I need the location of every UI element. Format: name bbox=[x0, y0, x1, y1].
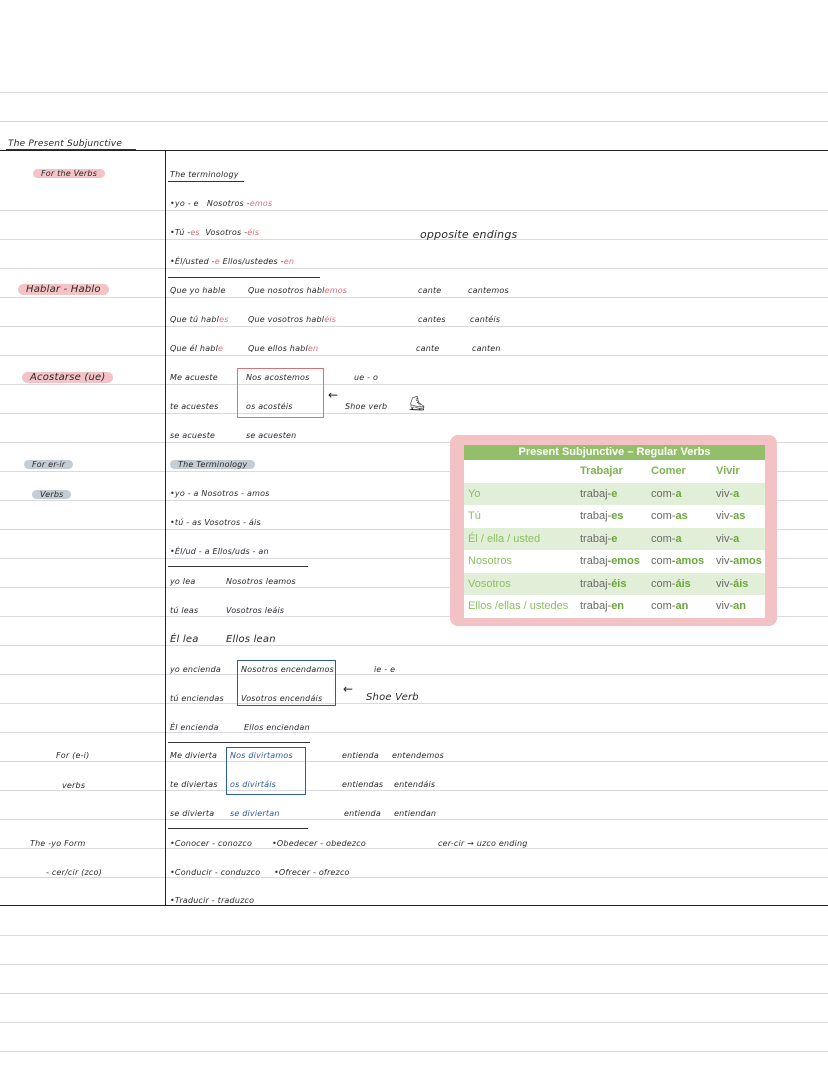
hablar-row-3c: cante bbox=[416, 344, 440, 353]
left-arrow-icon: ← bbox=[328, 388, 339, 402]
cell-comer: com-a bbox=[651, 487, 682, 500]
yo-form-row-3a: •Traducir - traduzco bbox=[170, 896, 255, 905]
cell-comer: com-amos bbox=[651, 555, 705, 567]
label-acostarse: Acostarse (ue) bbox=[22, 372, 113, 384]
label-cer-cir: - cer/cir (zco) bbox=[46, 868, 102, 877]
cell-vivir: viv-a bbox=[716, 487, 740, 500]
frame-top-line bbox=[0, 150, 828, 151]
leer-row-2a: tú leas bbox=[170, 606, 199, 615]
section-underline bbox=[168, 828, 308, 829]
ruled-line bbox=[0, 790, 828, 791]
ruled-line bbox=[0, 732, 828, 733]
ruled-line bbox=[0, 1022, 828, 1023]
hablar-row-1c: cante bbox=[418, 286, 442, 295]
cell-comer: com-an bbox=[651, 600, 689, 612]
encender-row-1c: ie - e bbox=[374, 665, 396, 674]
cell-trabajar: trabaj-e bbox=[580, 532, 618, 545]
table-header-row bbox=[464, 460, 765, 483]
page-title: The Present Subjunctive bbox=[8, 139, 123, 149]
table-row bbox=[464, 595, 765, 618]
cell-trabajar: trabaj-emos bbox=[580, 555, 640, 567]
yo-form-row-1b: •Obedecer - obedezco bbox=[272, 839, 366, 848]
divertir-row-1d: entendemos bbox=[392, 751, 444, 760]
divertir-row-2d: entendáis bbox=[394, 780, 436, 789]
divertir-row-1c: entienda bbox=[342, 751, 379, 760]
acostarse-row-2c: Shoe verb bbox=[345, 402, 388, 411]
encender-row-3a: Él encienda bbox=[170, 723, 219, 732]
cell-vivir: viv-an bbox=[716, 600, 746, 612]
cell-vivir: viv-as bbox=[716, 510, 746, 522]
divertir-row-3a: se divierta bbox=[170, 809, 215, 818]
cell-comer: com-as bbox=[651, 510, 688, 522]
ruled-line bbox=[0, 877, 828, 878]
divertir-row-2c: entiendas bbox=[342, 780, 384, 789]
label-verbs-2: verbs bbox=[62, 781, 86, 790]
ruled-line bbox=[0, 239, 828, 240]
cell-vivir: viv-a bbox=[716, 532, 740, 545]
cell-trabajar: trabaj-e bbox=[580, 487, 618, 500]
divertir-row-1a: Me divierta bbox=[170, 751, 218, 760]
table-row bbox=[464, 483, 765, 506]
table-row bbox=[464, 573, 765, 596]
ruled-line bbox=[0, 645, 828, 646]
ruled-line bbox=[0, 268, 828, 269]
present-subjunctive-table bbox=[450, 435, 777, 626]
frame-bottom-line bbox=[0, 905, 828, 906]
hablar-row-3a: Que él hable bbox=[170, 344, 224, 353]
label-for-the-verbs: For the Verbs bbox=[33, 169, 105, 179]
acostarse-row-1c: ue - o bbox=[354, 373, 379, 382]
ruled-line bbox=[0, 761, 828, 762]
cell-trabajar: trabaj-es bbox=[580, 510, 624, 522]
divertir-row-3b: se diviertan bbox=[230, 809, 280, 818]
ruled-line bbox=[0, 121, 828, 122]
acostarse-row-1a: Me acueste bbox=[170, 373, 218, 382]
ruled-line bbox=[0, 1051, 828, 1052]
leer-row-1b: Nosotros leamos bbox=[226, 577, 296, 586]
label-for-er-ir: For er-ir bbox=[24, 460, 73, 470]
encender-row-1b: Nosotros encendamos bbox=[241, 665, 334, 674]
ruled-line bbox=[0, 674, 828, 675]
leer-row-2b: Vosotros leáis bbox=[226, 606, 285, 615]
encender-row-2b: Vosotros encendáis bbox=[241, 694, 323, 703]
ruled-line bbox=[0, 993, 828, 994]
terminology-heading: The terminology bbox=[170, 170, 239, 179]
divertir-row-1b: Nos divirtamos bbox=[230, 751, 293, 760]
ruled-line bbox=[0, 210, 828, 211]
ruled-line bbox=[0, 413, 828, 414]
row-label: Nosotros bbox=[468, 555, 513, 567]
title-underline bbox=[6, 149, 136, 150]
row-label: Vosotros bbox=[468, 577, 511, 590]
ruled-line bbox=[0, 384, 828, 385]
leer-row-3a: Él lea bbox=[170, 634, 199, 645]
row-label: Tú bbox=[468, 510, 481, 522]
yo-form-row-1a: •Conocer - conozco bbox=[170, 839, 253, 848]
acostarse-highlight-box bbox=[237, 368, 324, 418]
cell-trabajar: trabaj-en bbox=[580, 600, 625, 612]
hablar-row-2a: Que tú hables bbox=[170, 315, 229, 324]
table-body bbox=[464, 460, 765, 618]
zco-ending-note: cer-cir → uzco ending bbox=[438, 839, 528, 848]
ruled-line bbox=[0, 848, 828, 849]
shoe-icon: ⛸ bbox=[408, 396, 426, 412]
term-tu-row: •Tú -es Vosotros -éis bbox=[170, 228, 260, 237]
row-label: Yo bbox=[468, 487, 481, 500]
terminology-underline bbox=[168, 181, 244, 182]
encender-row-3b: Ellos enciendan bbox=[244, 723, 310, 732]
table-row bbox=[464, 505, 765, 528]
section-underline bbox=[168, 566, 308, 567]
er-ir-row-1: •yo - a Nosotros - amos bbox=[170, 489, 270, 498]
acostarse-row-2b: os acostéis bbox=[246, 402, 293, 411]
table-header-trabajar: Trabajar bbox=[580, 465, 623, 477]
hablar-row-2d: cantéis bbox=[470, 315, 501, 324]
divertir-row-2a: te diviertas bbox=[170, 780, 218, 789]
term-el-row: •Él/usted -e Ellos/ustedes -en bbox=[170, 257, 295, 266]
ruled-line bbox=[0, 819, 828, 820]
acostarse-row-2a: te acuestes bbox=[170, 402, 219, 411]
encender-row-1a: yo encienda bbox=[170, 665, 221, 674]
encender-row-2a: tú enciendas bbox=[170, 694, 224, 703]
label-hablar: Hablar - Hablo bbox=[18, 284, 109, 296]
hablar-row-1b: Que nosotros hablemos bbox=[248, 286, 348, 295]
row-label: Ellos /ellas / ustedes bbox=[468, 600, 569, 612]
table-row bbox=[464, 550, 765, 573]
row-label: Él / ella / usted bbox=[468, 532, 541, 545]
label-verbs: Verbs bbox=[32, 490, 71, 500]
cell-comer: com-a bbox=[651, 532, 682, 545]
hablar-row-3d: canten bbox=[472, 344, 501, 353]
hablar-row-2b: Que vosotros habléis bbox=[248, 315, 337, 324]
acostarse-row-3a: se acueste bbox=[170, 431, 216, 440]
cell-vivir: viv-amos bbox=[716, 555, 762, 567]
divertir-row-3d: entiendan bbox=[394, 809, 437, 818]
cell-comer: com-áis bbox=[651, 577, 691, 590]
cell-trabajar: trabaj-éis bbox=[580, 577, 627, 590]
ruled-line bbox=[0, 355, 828, 356]
er-ir-heading: The Terminology bbox=[170, 460, 255, 470]
table-row bbox=[464, 528, 765, 551]
leer-row-3b: Ellos lean bbox=[226, 634, 276, 645]
yo-form-row-2b: •Ofrecer - ofrezco bbox=[274, 868, 350, 877]
acostarse-row-1b: Nos acostemos bbox=[246, 373, 310, 382]
left-arrow-icon: ← bbox=[343, 682, 354, 696]
ruled-line bbox=[0, 935, 828, 936]
ruled-line bbox=[0, 297, 828, 298]
yo-form-row-2a: •Conducir - conduzco bbox=[170, 868, 261, 877]
er-ir-row-3: •Él/ud - a Ellos/uds - an bbox=[170, 547, 269, 556]
cell-vivir: viv-áis bbox=[716, 577, 749, 590]
hablar-row-3b: Que ellos hablen bbox=[248, 344, 319, 353]
hablar-row-1d: cantemos bbox=[468, 286, 509, 295]
divertir-row-3c: entienda bbox=[344, 809, 381, 818]
leer-row-1a: yo lea bbox=[170, 577, 196, 586]
er-ir-row-2: •tú - as Vosotros - áis bbox=[170, 518, 261, 527]
table-header-comer: Comer bbox=[651, 465, 686, 477]
term-yo-row: •yo - e Nosotros -emos bbox=[170, 199, 273, 208]
divertir-highlight-box bbox=[226, 747, 306, 795]
table-header-vivir: Vivir bbox=[716, 465, 740, 477]
label-yo-form: The -yo Form bbox=[30, 839, 86, 848]
opposite-endings-note: opposite endings bbox=[420, 228, 518, 241]
table-title: Present Subjunctive – Regular Verbs bbox=[464, 445, 765, 460]
acostarse-row-3b: se acuesten bbox=[246, 431, 297, 440]
section-underline bbox=[168, 742, 310, 743]
encender-highlight-box bbox=[237, 660, 336, 706]
encender-row-2c: Shoe Verb bbox=[366, 692, 419, 703]
divertir-row-2b: os divirtáis bbox=[230, 780, 276, 789]
ruled-line bbox=[0, 326, 828, 327]
section-underline bbox=[168, 277, 320, 278]
hablar-row-1a: Que yo hable bbox=[170, 286, 226, 295]
hablar-row-2c: cantes bbox=[418, 315, 446, 324]
label-for-e-i: For (e-i) bbox=[56, 751, 90, 760]
ruled-line bbox=[0, 964, 828, 965]
ruled-line bbox=[0, 92, 828, 93]
frame-divider-line bbox=[165, 150, 166, 905]
